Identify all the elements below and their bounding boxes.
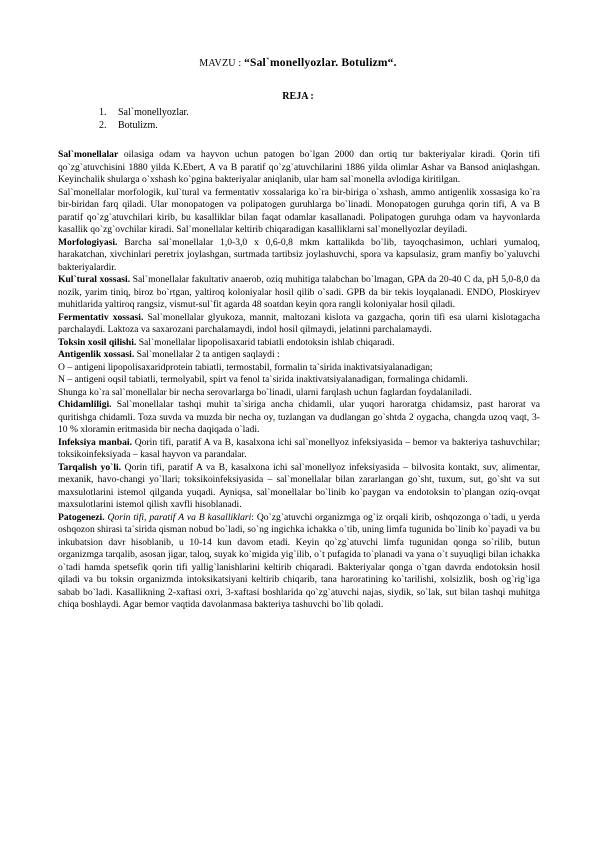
paragraph-lead: Toksin xosil qilishi. bbox=[58, 336, 137, 348]
paragraph-serovars bbox=[58, 387, 540, 400]
paragraph-intro bbox=[58, 149, 540, 187]
plan-item bbox=[99, 106, 189, 119]
paragraph-classification bbox=[58, 187, 540, 237]
paragraph-source bbox=[58, 437, 540, 462]
paragraph-lead: Kul`tural xossasi. bbox=[58, 274, 131, 285]
paragraph-antigen bbox=[58, 349, 540, 362]
paragraph-lead: Fermentativ xossasi. bbox=[58, 311, 144, 323]
paragraph-n-antigen bbox=[58, 374, 540, 387]
plan-item-text: Botulizm. bbox=[118, 120, 158, 131]
paragraph-text: Sal`monellalar 2 ta antigen saqlaydi : bbox=[134, 349, 280, 360]
paragraph-lead: Antigenlik xossasi. bbox=[58, 349, 135, 360]
body-text bbox=[58, 149, 540, 612]
paragraph-lead: Chidamliligi. bbox=[58, 399, 112, 410]
topic-heading bbox=[0, 57, 596, 69]
paragraph-toxin bbox=[58, 337, 540, 350]
paragraph-text: oilasiga odam va hayvon uchun patogen bo`lgan 2000 dan ortiq tur bakteriyalar kiradi. Qorin tifi qo`zg`atuvchisini 1880 yilda K.Ebert, A va B paratif qo`zg`atuvchilarini 1886 yilda olimlar Ashar va Bansod aniqlashgan. Keyinchalik shularga o`xshash ko`pgina bakteriyalar aniqlanib, ular ham sal`monella avlodiga kiritilgan. bbox=[58, 149, 540, 185]
plan-heading: REJA : bbox=[282, 91, 314, 102]
paragraph-text: Sal`monellalar tashqi muhit ta`siriga ancha chidamli, ular yuqori haroratga chidamsiz, past harorat va quritishga chidamli. Toza suvda va muzda bir necha oy, tuzlangan va dudlangan go`shtda 2 oygacha, changda uzoq vaqt, 3-10 % xloramin eritmasida bir necha daqiqada o`ladi. bbox=[58, 399, 540, 435]
plan-item bbox=[99, 119, 189, 132]
paragraph-lead: Patogenezi. bbox=[58, 511, 105, 523]
paragraph-text: Qorin tifi, paratif A va B, kasalxona ichi sal`monellyoz infeksiyasida – bemor va bakteriya tashuvchilar; toksikoinfeksiyada – kasal hayvon va parandalar. bbox=[58, 436, 540, 460]
paragraph-fermentative bbox=[58, 312, 540, 337]
paragraph-text: Sal`monellalar lipopolisaxarid tabiatli endotoksin ishlab chiqaradi. bbox=[136, 336, 395, 348]
paragraph-pathogenesis bbox=[58, 512, 540, 612]
paragraph-resistance bbox=[58, 399, 540, 437]
paragraph-text: N – antigeni oqsil tabiatli, termolyabil, spirt va fenol ta`sirida inaktivatsiyalanadigan, formalinga chidamli. bbox=[58, 374, 468, 385]
paragraph-lead: Infeksiya manbai. bbox=[58, 436, 132, 448]
paragraph-lead: Sal`monellalar bbox=[58, 149, 119, 160]
paragraph-lead: Morfologiyasi. bbox=[58, 236, 118, 248]
topic-title: “Sal`monellyozlar. Botulizm“. bbox=[244, 57, 397, 69]
plan-list bbox=[99, 106, 189, 132]
paragraph-text: Sal`monellalar morfologik, kul`tural va fermentativ xossalariga ko`ra bir-biriga o`xshash, ammo antigenlik xossasiga ko`ra bir-biridan farq qiladi. Ular monopatogen va polipatogen guruhlarga bo`linadi. Monopatogen guruhga qorin tifi, A va B paratif qo`zg`atuvchilari kirib, bu kasalliklar bilan faqat odamlar kasallanadi. Polipatogen guruhga odam va hayvonlarda kasallik qo`zg`ovchilar kiradi. Sal`monellalar keltirib chiqaradigan kasalliklarni sal`monellyozlar deyiladi. bbox=[58, 186, 540, 235]
paragraph-text: O – antigeni lipopolisaxaridprotein tabiatli, termostabil, formalin ta`sirida inaktivatsiyalanadigan; bbox=[58, 361, 433, 373]
paragraph-text: Qorin tifi, paratif A va B, kasalxona ichi sal`monellyoz infeksiyasida – bilvosita kontakt, suv, alimentar, mexanik, havo-changi yo`llari; toksikoinfeksiyasida – sal`monellalar bilan zararlangan go`sht, tuxum, sut, go`sht va sut maxsulotlarini istemol qilganda yuqadi. Ayniqsa, sal`monellalar bo`linib ko`paygan va endotoksin to`plangan oziq-ovqat maxsulotlarini istemol qilish xavfli hisoblanadi. bbox=[58, 461, 540, 510]
paragraph-cultural bbox=[58, 274, 540, 312]
plan-item-number: 1. bbox=[99, 107, 107, 118]
paragraph-lead: Tarqalish yo`li. bbox=[58, 461, 122, 473]
paragraph-text: Barcha sal`monellalar 1,0-3,0 x 0,6-0,8 mkm kattalikda bo`lib, tayoqchasimon, uchlari yumaloq, harakatchan, xivchinlari peretrix joylashgan, surtmada tartibsiz joylashuvchi, spora va kapsulasiz, gram manfiy bo`yaluvchi bakteriyalardir. bbox=[58, 236, 540, 273]
topic-prefix: MAVZU : bbox=[199, 58, 245, 69]
plan-item-text: Sal`monellyozlar. bbox=[118, 107, 189, 118]
plan-item-number: 2. bbox=[99, 120, 107, 131]
paragraph-text: Sal`monellalar glyukoza, mannit, maltozani kislota va gazgacha, qorin tifi esa ularni kislotagacha parchalaydi. Laktoza va saxarozani parchalamaydi, indol hosil qilmaydi, jelatinni parchalamaydi. bbox=[58, 311, 540, 335]
paragraph-o-antigen bbox=[58, 362, 540, 375]
paragraph-morphology bbox=[58, 237, 540, 275]
paragraph-text: Shunga ko`ra sal`monellalar bir necha serovarlarga bo`linadi, ularni farqlash uchun faglardan foydalaniladi. bbox=[58, 386, 472, 398]
paragraph-text: Sal`monellalar fakultativ anaerob, oziq muhitiga talabchan bo`lmagan, GPA da 20-40 C da, pH 5,0-8,0 da nozik, yarim tiniq, biroz bo`rtgan, yaltiroq koloniyalar hosil qilib o`sadi. GPB da bir tekis loyqalanadi. ENDO, Ploskiryev muhitlarida yaltiroq rangsiz, vismut-sul`fit agarda 48 soatdan keyin qora rangli koloniyalar hosil qiladi. bbox=[58, 274, 540, 310]
paragraph-italic: Qorin tifi, paratif A va B kasalliklari bbox=[107, 511, 252, 523]
paragraph-text: : Qo`zg`atuvchi organizmga og`iz orqali kirib, oshqozonga o`tadi, u yerda oshqozon shirasi ta`sirida qisman nobud bo`ladi, so`ng ingichka ichakka o`tib, uning limfa tugunida bo`linib ko`payadi va bu inkubatsion davr hisoblanib, u 10-14 kun davom etadi. Keyin qo`zg`atuvchi limfa tugunidan qonga so`rilib, butun organizmga tarqalib, asosan jigar, taloq, suyak ko`migida yig`ilib, o`t pufagida to`planadi va yana o`t suyuqligi bilan ichakka o`tadi hamda spetsefik qorin tifi yallig`lanishlarini keltirib chiqaradi. Bakteriyalar qonga o`tgan davrda endotoksin hosil qiladi va bu toksin organizmda intoksikatsiyani keltirib chiqarib, tana haroratining ko`tarilishi, xolsizlik, bosh og`rig`iga sabab bo`ladi. Kasallikning 2-xaftasi oxri, 3-xaftasi boshlarida qo`zg`atuvchi najas, siydik, so`lak, sut bilan tashqi muhitga chiqa boshlaydi. Agar bemor vaqtida davolanmasa bakteriya tashuvchi bo`lib qoladi. bbox=[58, 511, 540, 610]
paragraph-transmission bbox=[58, 462, 540, 512]
